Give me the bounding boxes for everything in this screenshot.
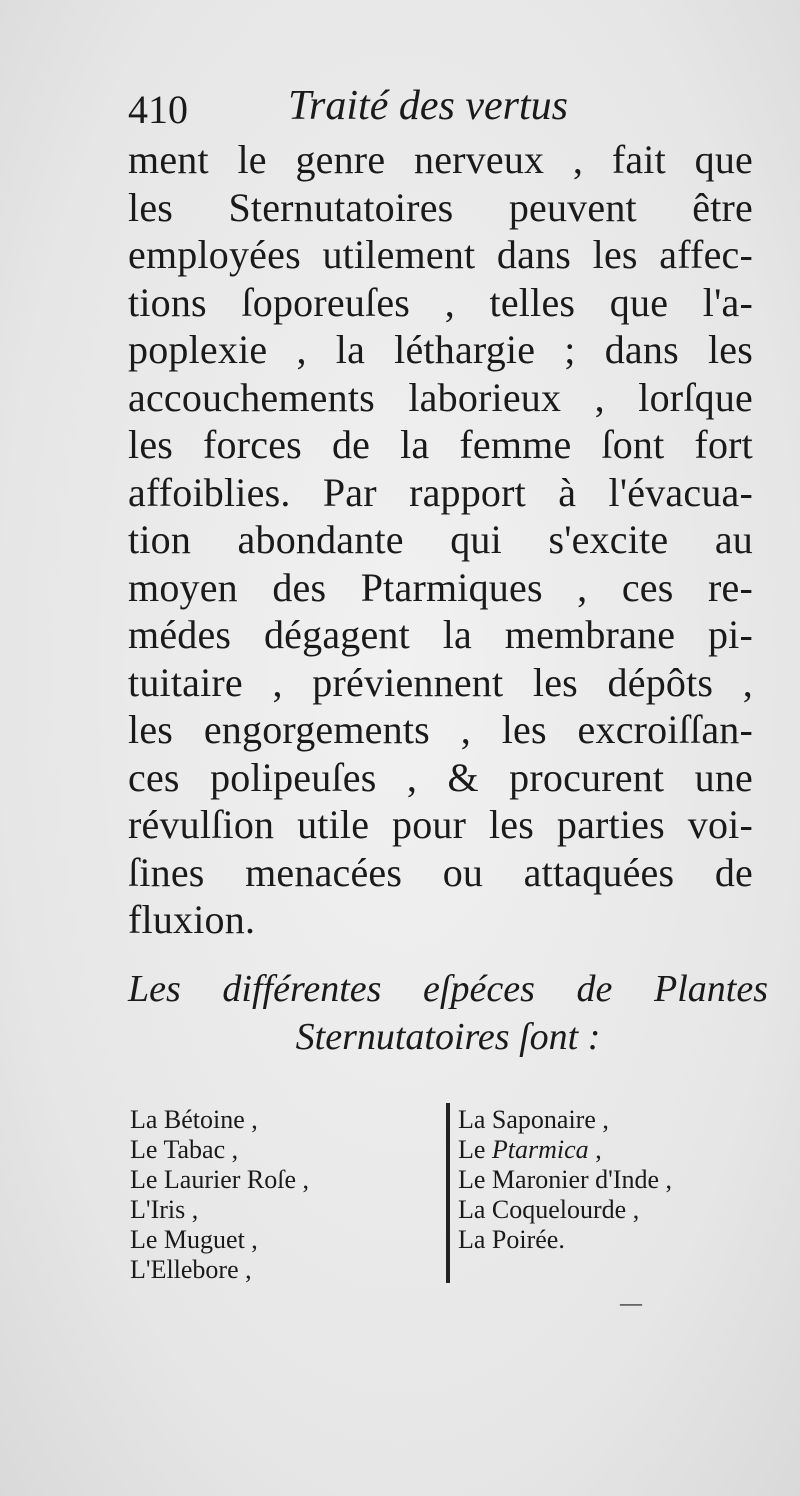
page-number: 410 <box>128 87 188 132</box>
body-line: ces polipeuſes , & procurent une <box>128 754 753 800</box>
list-item: Le Maronier d'Inde , <box>458 1165 673 1194</box>
list-item: Le Muguet , <box>130 1225 258 1254</box>
section-heading-line: Sternutatoires ſont : <box>295 1016 601 1058</box>
body-line: tion abondante qui s'excite au <box>128 517 753 562</box>
page-header <box>128 78 728 138</box>
list-item-italic: Ptarmica <box>491 1135 589 1164</box>
plant-list-right <box>458 1105 672 1255</box>
body-line: ment le genre nerveux , fait que <box>128 137 753 182</box>
list-item: La Coquelourde , <box>458 1195 640 1224</box>
body-line: accouchements laborieux , lorſque <box>128 374 753 420</box>
list-item: La Poirée. <box>458 1225 565 1254</box>
column-divider <box>446 1103 450 1283</box>
body-line: les forces de la femme ſont fort <box>128 422 753 467</box>
body-line: les engorgements , les excroiſſan- <box>128 707 753 752</box>
list-item <box>458 1135 672 1165</box>
list-item: L'Ellebore , <box>130 1255 252 1284</box>
body-line: ſines menacées ou attaquées de <box>128 849 753 895</box>
section-heading <box>128 965 768 1061</box>
plant-list-left <box>130 1105 309 1285</box>
body-line: médes dégagent la membrane pi- <box>128 612 753 657</box>
list-item: L'Iris , <box>130 1195 199 1224</box>
list-item: Le Tabac , <box>130 1135 239 1164</box>
list-item: Le Laurier Roſe , <box>130 1165 310 1194</box>
body-line: révulſion utile pour les parties voi- <box>128 802 753 847</box>
body-line: tions ſoporeuſes , telles que l'a- <box>128 279 753 325</box>
body-line: tuitaire , préviennent les dépôts , <box>128 659 753 705</box>
body-line: affoiblies. Par rapport à l'évacua- <box>128 469 753 515</box>
body-line: moyen des Ptarmiques , ces re- <box>128 564 753 610</box>
section-heading-line: Les différentes eſpéces de Plantes <box>128 968 768 1010</box>
list-item: La Saponaire , <box>458 1105 609 1134</box>
body-line: employées utilement dans les affec- <box>128 232 753 277</box>
list-item-article: Le <box>458 1135 492 1164</box>
list-item: La Bétoine , <box>130 1105 258 1134</box>
body-paragraph <box>128 136 753 944</box>
running-title: Traité des vertus <box>288 83 568 129</box>
body-line: poplexie , la léthargie ; dans les <box>128 327 753 372</box>
body-line: les Sternutatoires peuvent être <box>128 184 753 230</box>
body-line: fluxion. <box>128 897 256 942</box>
list-item-punct: , <box>588 1135 602 1164</box>
footer-mark: — <box>620 1290 642 1315</box>
